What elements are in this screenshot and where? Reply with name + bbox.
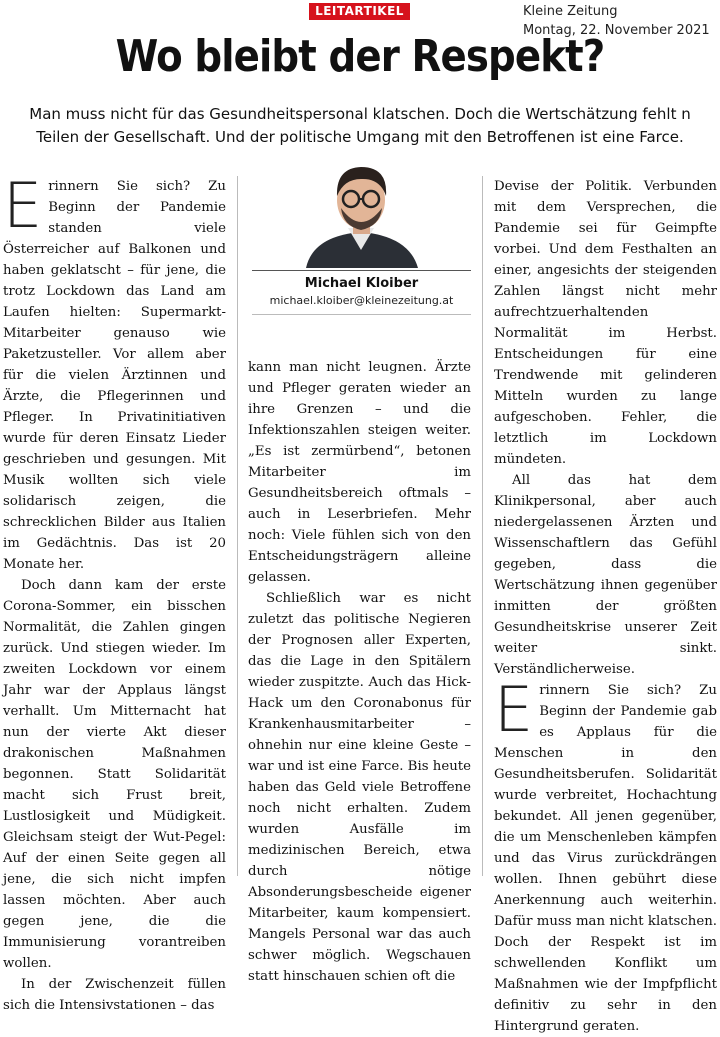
paragraph: kann man nicht leugnen. Ärzte und Pfleger geraten wieder an ihre Grenzen – und die Infektionszahlen steigen weiter. „Es ist zermürbend“, betonen Mitarbeiter im Gesundheitsbereich oftmals – auch in Leserbriefen. Mehr noch: Viele fühlen sich von den Entscheidungsträgern alleine gelassen. — [248, 360, 471, 585]
drop-cap: E — [494, 673, 534, 746]
author-box-divider — [252, 314, 471, 315]
paragraph: Schließlich war es nicht zuletzt das politische Negieren der Prognosen aller Experten, das die Lage in den Spitälern wieder zuspitzte. Auch das Hick-Hack um den Coronabonus für Krankenhausmitarbeiter – ohnehin nur eine kleine Geste – war und ist eine Farce. Bis heute haben das Geld viele Betroffene noch nicht erhalten. Zudem wurden Ausfälle im medizinischen Bereich, etwa durch nötige Absonderungsbescheide eigener Mitarbeiter, kaum kompensiert. Mangels Personal war das auch schwer möglich. Wegschauen statt hinschauen schien oft die — [248, 591, 471, 984]
article-column-2 — [248, 357, 471, 987]
section-tag: LEITARTIKEL — [309, 3, 410, 20]
author-name: Michael Kloiber — [304, 276, 419, 291]
article-column-1 — [3, 169, 226, 1016]
author-divider — [252, 270, 471, 271]
lead-paragraph: Man muss nicht für das Gesundheitspersonal klatschen. Doch die Wertschätzung fehlt n Teilen der Gesellschaft. Und der politische Umgang mit den Betroffenen ist eine Farce. — [29, 105, 691, 146]
paragraph-text: rinnern Sie sich? Zu Beginn der Pandemie standen viele Österreicher auf Balkonen und haben geklatscht – für jene, die trotz Lockdown das Land am Laufen hielten: Supermarkt-Mitarbeiter genauso wie Paketzusteller. Vor allem aber für die vielen Ärztinnen und Ärzte, die Pflegerinnen und Pfleger. In Privatinitiativen wurde für deren Einsatz Lieder geschrieben und gesungen. Mit Musik wollten sich viele solidarisch zeigen, die schrecklichen Bilder aus Italien im Gedächtnis. Das ist 20 Monate her. — [3, 179, 226, 572]
column-divider — [482, 176, 483, 876]
publication-name: Kleine Zeitung — [523, 4, 618, 19]
article-column-3 — [494, 176, 717, 1037]
paragraph — [3, 169, 226, 575]
paragraph: In der Zwischenzeit füllen sich die Intensivstationen – das — [3, 977, 226, 1013]
drop-cap: E — [3, 169, 43, 242]
column-divider — [237, 176, 238, 876]
paragraph: All das hat dem Klinikpersonal, aber auch niedergelassenen Ärzten und Wissenschaftlern das Gefühl gegeben, dass die Wertschätzung ihnen gegenüber inmitten der größten Gesundheitskrise unserer Zeit weiter sinkt. Verständlicherweise. — [494, 473, 717, 677]
author-photo — [258, 158, 465, 268]
author-email[interactable]: michael.kloiber@kleinezeitung.at — [269, 294, 454, 307]
paragraph — [494, 673, 717, 1037]
paragraph: Doch dann kam der erste Corona-Sommer, ein bisschen Normalität, die Zahlen gingen zurück. Und stiegen wieder. Im zweiten Lockdown vor einem Jahr war der Applaus längst verhallt. Um Mitternacht hat nun der vierte Akt dieser drakonischen Maßnahmen begonnen. Statt Solidarität macht sich Frust breit, Lustlosigkeit und Müdigkeit. Gleichsam steigt der Wut-Pegel: Auf der einen Seite gegen all jene, die sich nicht impfen lassen möchten. Aber auch gegen jene, die die Immunisierung vorantreiben wollen. — [3, 578, 226, 971]
paragraph-text: rinnern Sie sich? Zu Beginn der Pandemie gab es Applaus für die Menschen in den Gesundheitsberufen. Solidarität wurde verbreitet, Hochachtung bekundet. All jenen gegenüber, die um Menschenleben kämpfen und das Virus zurückdrängen wollen. Ihnen gebührt diese Anerkennung auch weiterhin. Dafür muss man nicht klatschen. Doch der Respekt ist im schwellenden Konflikt um Maßnahmen wie der Impfpflicht definitiv zu sehr in den Hintergrund geraten. — [494, 683, 717, 1034]
paragraph: Devise der Politik. Verbunden mit dem Versprechen, die Pandemie sei für Geimpfte vorbei. Und dem Festhalten an einer, angesichts der steigenden Zahlen längst nicht mehr aufrechtzuerhaltenden Normalität im Herbst. Entscheidungen für eine Trendwende mit gelinderen Mitteln wurden zu lange aufgeschoben. Fehler, die letztlich im Lockdown mündeten. — [494, 179, 717, 467]
publication-date: Montag, 22. November 2021 — [523, 23, 710, 38]
headline: Wo bleibt der Respekt? — [115, 31, 605, 82]
